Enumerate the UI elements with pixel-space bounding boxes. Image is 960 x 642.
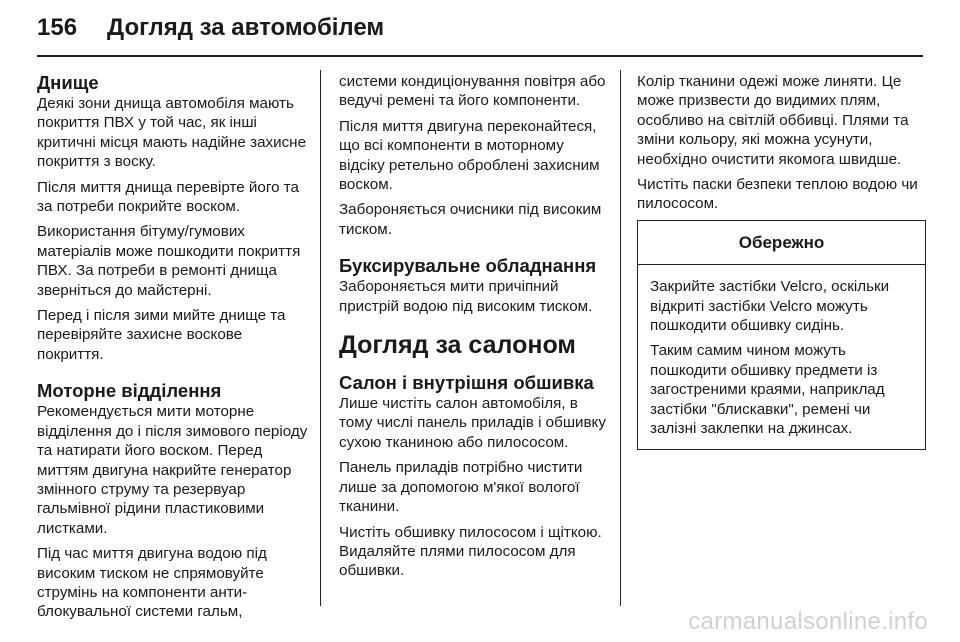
heading-towing-equipment: Буксирувальне обладнання (339, 255, 597, 277)
paragraph: Таким самим чином можуть пошкодити обшивку предмети із загостреними краями, наприклад застібки "блискавки", ремені чи залізні заклепки на джинсах. (650, 342, 885, 438)
column-3 (637, 72, 927, 450)
paragraph: Після миття двигуна переконайтеся, що всі компоненти в моторному відсіку ретельно оброблені захисним воском. (339, 117, 600, 194)
paragraph: Деякі зони днища автомобіля мають покриття ПВХ у той час, як інші критичні місця мають надійне захисне покриття з воску. (37, 95, 307, 171)
paragraph: Після миття днища перевірте його та за потреби покрийте воском. (37, 178, 299, 216)
paragraph: Рекомендується мити моторне відділення до і після зимового періоду та натирати його воском. Перед миттям двигуна накрийте генератор змінного струму та резервуар гальмівної рідини пластиковими листками. (37, 403, 308, 537)
paragraph: системи кондиціонування повітря або ведучі ремені та його компоненти. (339, 73, 606, 110)
caution-title: Обережно (638, 221, 925, 265)
paragraph: Чистіть паски безпеки теплою водою чи пилососом. (637, 176, 918, 213)
heading-interior-trim: Салон і внутрішня обшивка (339, 372, 594, 394)
paragraph: Панель приладів потрібно чистити лише за допомогою м'якої вологої тканини. (339, 459, 583, 516)
heading-engine-compartment: Моторне відділення (37, 380, 222, 402)
paragraph: Забороняється очисники під високим тиском. (339, 201, 602, 238)
paragraph: Перед і після зими мийте днище та перевіряйте захисне воскове покриття. (37, 307, 286, 363)
page-title: Догляд за автомобілем (107, 14, 385, 41)
page-number: 156 (37, 14, 78, 41)
heading-underbody: Днище (37, 72, 99, 93)
caution-box (637, 220, 926, 450)
column-divider-2 (620, 70, 621, 606)
paragraph: Закрийте застібки Velcro, оскільки відкриті застібки Velcro можуть пошкодити обшивку сидінь. (650, 278, 890, 335)
page-header (37, 14, 384, 54)
column-2 (339, 72, 609, 587)
paragraph: Забороняється мити причіпний пристрій водою під високим тиском. (339, 278, 593, 315)
paragraph: Використання бітуму/гумових матеріалів може пошкодити покриття ПВХ. За потреби в ремонті днища зверніться до майстерні. (37, 223, 301, 299)
paragraph: Колір тканини одежі може линяти. Це може призвести до видимих плям, особливо на світлій оббивці. Плями та зміни кольору, які можна усунути, необхідно очистити якомога швидше. (637, 73, 909, 168)
column-1 (37, 72, 309, 628)
paragraph: Лише чистіть салон автомобіля, в тому числі панель приладів і обшивку сухою тканиною або пилососом. (339, 395, 606, 451)
header-rule (37, 55, 923, 57)
heading-interior-care: Догляд за салоном (339, 331, 576, 360)
caution-body (638, 265, 925, 448)
paragraph: Під час миття двигуна водою під високим тиском не спрямовуйте струмінь на компоненти анти-блокувальної системи гальм, (37, 545, 267, 621)
paragraph: Чистіть обшивку пилососом і щіткою. Видаляйте плями пилососом для обшивки. (339, 523, 602, 580)
watermark: carmanualsonline.info (688, 608, 928, 635)
column-divider-1 (320, 70, 321, 606)
